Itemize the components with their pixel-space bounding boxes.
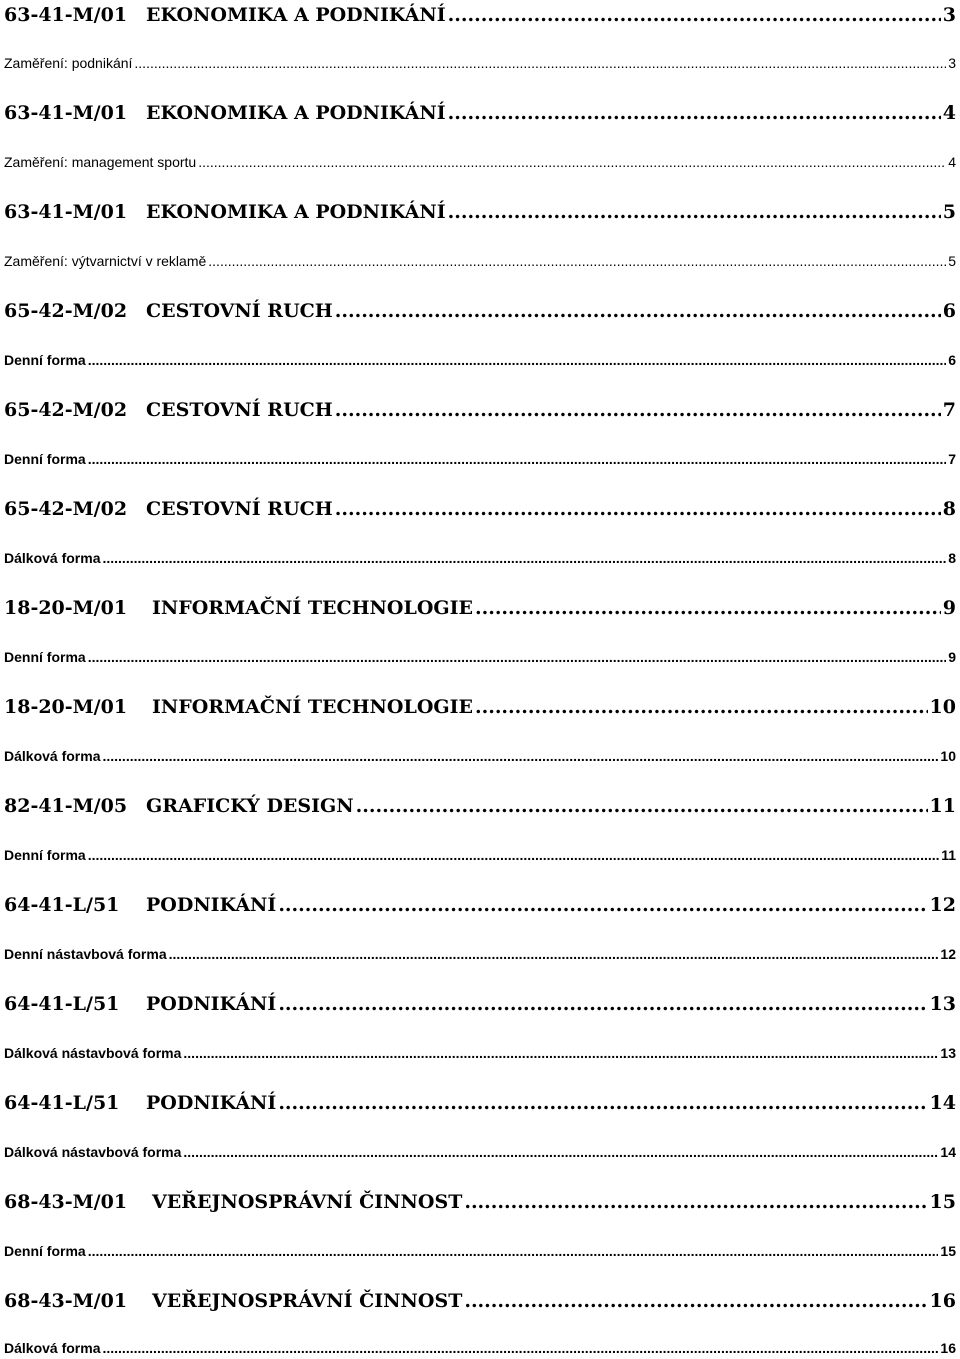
toc-entry-page: 8 <box>942 498 956 520</box>
toc-subentry[interactable] <box>4 847 956 863</box>
toc-entry-code: 65-42-M/02 <box>4 300 128 322</box>
toc-entry-title: GRAFICKÝ DESIGN <box>146 795 354 817</box>
toc-entry-code: 64-41-L/51 <box>4 894 120 916</box>
toc-entry-code: 68-43-M/01 <box>4 1290 128 1312</box>
toc-subentry-title: Dálková nástavbová forma <box>4 1144 182 1160</box>
toc-entry-page: 13 <box>929 993 956 1015</box>
toc-leader-dots <box>448 4 941 26</box>
toc-entry-page: 12 <box>929 894 956 916</box>
toc-subentry-page: 11 <box>941 847 956 863</box>
toc-subentry-title: Dálková forma <box>4 1340 101 1356</box>
toc-subentry-title: Dálková nástavbová forma <box>4 1045 182 1061</box>
toc-subentry[interactable] <box>4 1045 956 1061</box>
toc-entry[interactable] <box>4 300 956 322</box>
toc-entry[interactable] <box>4 597 956 619</box>
toc-leader-dots <box>198 154 946 170</box>
toc-leader-dots <box>464 1290 927 1312</box>
toc-subentry[interactable] <box>4 946 956 962</box>
toc-subentry-page: 4 <box>948 154 956 170</box>
toc-leader-dots <box>88 649 947 665</box>
toc-subentry-page: 14 <box>940 1144 956 1160</box>
toc-entry[interactable] <box>4 201 956 223</box>
toc-subentry-page: 8 <box>948 550 956 566</box>
toc-subentry-page: 3 <box>948 55 956 71</box>
toc-subentry-title: Denní forma <box>4 847 86 863</box>
toc-leader-dots <box>88 1243 939 1259</box>
toc-subentry[interactable] <box>4 1340 956 1356</box>
toc-entry[interactable] <box>4 795 956 817</box>
toc-entry-page: 6 <box>942 300 956 322</box>
toc-entry-code: 64-41-L/51 <box>4 1092 120 1114</box>
toc-entry-page: 11 <box>929 795 956 817</box>
toc-subentry-title: Denní forma <box>4 1243 86 1259</box>
toc-entry-title: INFORMAČNÍ TECHNOLOGIE <box>152 597 473 619</box>
toc-entry-title: VEŘEJNOSPRÁVNÍ ČINNOST <box>152 1191 463 1213</box>
toc-leader-dots <box>335 300 941 322</box>
toc-entry-title: EKONOMIKA A PODNIKÁNÍ <box>146 102 446 124</box>
toc-subentry[interactable] <box>4 451 956 467</box>
toc-leader-dots <box>335 399 941 421</box>
toc-leader-dots <box>102 550 946 566</box>
toc-subentry-title: Dálková forma <box>4 550 101 566</box>
toc-leader-dots <box>475 597 941 619</box>
toc-subentry-page: 5 <box>948 253 956 269</box>
toc-entry-code: 18-20-M/01 <box>4 597 128 619</box>
toc-entry[interactable] <box>4 993 956 1015</box>
toc-entry[interactable] <box>4 498 956 520</box>
toc-subentry[interactable] <box>4 253 956 269</box>
toc-leader-dots <box>183 1144 938 1160</box>
toc-entry[interactable] <box>4 696 956 718</box>
toc-entry-code: 65-42-M/02 <box>4 498 128 520</box>
toc-entry-page: 7 <box>942 399 956 421</box>
toc-subentry-title: Denní forma <box>4 649 86 665</box>
toc-subentry-title: Zaměření: výtvarnictví v reklamě <box>4 253 207 269</box>
toc-subentry[interactable] <box>4 748 956 764</box>
toc-subentry[interactable] <box>4 352 956 368</box>
toc-leader-dots <box>448 102 941 124</box>
toc-entry-title: CESTOVNÍ RUCH <box>146 498 333 520</box>
toc-subentry-title: Dálková forma <box>4 748 101 764</box>
toc-entry-title: CESTOVNÍ RUCH <box>146 399 333 421</box>
toc-entry-page: 10 <box>929 696 956 718</box>
toc-subentry-page: 10 <box>940 748 956 764</box>
toc-entry-code: 63-41-M/01 <box>4 201 128 223</box>
toc-subentry[interactable] <box>4 154 956 170</box>
toc-entry-title: PODNIKÁNÍ <box>146 894 277 916</box>
toc-leader-dots <box>88 847 940 863</box>
toc-subentry-title: Denní nástavbová forma <box>4 946 167 962</box>
toc-subentry-title: Zaměření: management sportu <box>4 154 197 170</box>
toc-entry-page: 15 <box>929 1191 956 1213</box>
toc-entry[interactable] <box>4 1191 956 1213</box>
toc-leader-dots <box>208 253 946 269</box>
toc-leader-dots <box>464 1191 927 1213</box>
toc-entry-title: EKONOMIKA A PODNIKÁNÍ <box>146 201 446 223</box>
toc-entry[interactable] <box>4 102 956 124</box>
toc-entry[interactable] <box>4 894 956 916</box>
toc-entry-code: 82-41-M/05 <box>4 795 128 817</box>
toc-entry-title: CESTOVNÍ RUCH <box>146 300 333 322</box>
toc-entry[interactable] <box>4 1290 956 1312</box>
toc-leader-dots <box>335 498 941 520</box>
toc-leader-dots <box>169 946 939 962</box>
toc-leader-dots <box>448 201 941 223</box>
toc-entry-code: 63-41-M/01 <box>4 102 128 124</box>
toc-subentry-title: Denní forma <box>4 352 86 368</box>
toc-entry-page: 4 <box>942 102 956 124</box>
toc-entry-title: PODNIKÁNÍ <box>146 1092 277 1114</box>
toc-entry-code: 63-41-M/01 <box>4 4 128 26</box>
toc-entry[interactable] <box>4 1092 956 1114</box>
toc-entry-title: PODNIKÁNÍ <box>146 993 277 1015</box>
toc-subentry-page: 13 <box>940 1045 956 1061</box>
toc-entry-code: 68-43-M/01 <box>4 1191 128 1213</box>
toc-entry-page: 16 <box>929 1290 956 1312</box>
toc-subentry-page: 16 <box>940 1340 956 1356</box>
toc-subentry-page: 12 <box>940 946 956 962</box>
toc-subentry[interactable] <box>4 55 956 71</box>
toc-subentry-page: 6 <box>948 352 956 368</box>
toc-leader-dots <box>183 1045 938 1061</box>
toc-entry-page: 14 <box>929 1092 956 1114</box>
toc-entry-title: INFORMAČNÍ TECHNOLOGIE <box>152 696 473 718</box>
toc-subentry-page: 7 <box>948 451 956 467</box>
toc-subentry[interactable] <box>4 649 956 665</box>
toc-leader-dots <box>88 352 947 368</box>
toc-entry-title: EKONOMIKA A PODNIKÁNÍ <box>146 4 446 26</box>
toc-entry-code: 64-41-L/51 <box>4 993 120 1015</box>
toc-entry-page: 9 <box>942 597 956 619</box>
toc-leader-dots <box>102 1340 938 1356</box>
toc-entry-code: 65-42-M/02 <box>4 399 128 421</box>
toc-leader-dots <box>356 795 928 817</box>
toc-entry-page: 5 <box>942 201 956 223</box>
toc-leader-dots <box>102 748 938 764</box>
toc-entry[interactable] <box>4 399 956 421</box>
toc-entry-page: 3 <box>942 4 956 26</box>
toc-leader-dots <box>475 696 928 718</box>
toc-leader-dots <box>278 894 927 916</box>
toc-leader-dots <box>278 993 927 1015</box>
toc-leader-dots <box>88 451 947 467</box>
toc-subentry-page: 9 <box>948 649 956 665</box>
toc-leader-dots <box>278 1092 927 1114</box>
toc-subentry[interactable] <box>4 550 956 566</box>
toc-entry-code: 18-20-M/01 <box>4 696 128 718</box>
toc-subentry-title: Denní forma <box>4 451 86 467</box>
toc-subentry[interactable] <box>4 1144 956 1160</box>
toc-entry[interactable] <box>4 4 956 26</box>
toc-subentry-title: Zaměření: podnikání <box>4 55 133 71</box>
toc-entry-title: VEŘEJNOSPRÁVNÍ ČINNOST <box>152 1290 463 1312</box>
toc-subentry-page: 15 <box>940 1243 956 1259</box>
toc-subentry[interactable] <box>4 1243 956 1259</box>
toc-leader-dots <box>134 55 946 71</box>
